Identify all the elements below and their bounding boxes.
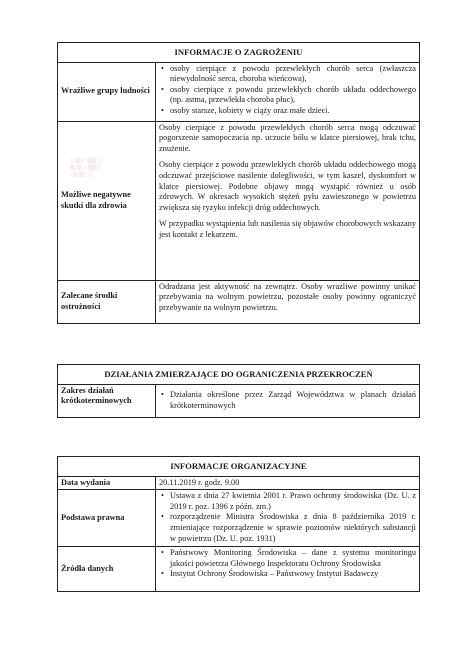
health-effects-paragraph: W przypadku wystąpienia lub nasilenia się objawów chorobowych wskazany jest kontakt z lekarzem. (159, 219, 416, 239)
short-term-scope-label: Zakres działań krótkoterminowych (58, 384, 156, 417)
data-sources-list (159, 548, 416, 580)
threat-section-title: INFORMACJE O ZAGROŻENIU (58, 43, 420, 63)
list-item: • rozporządzenie Ministra Środowiska z dnia 8 października 2019 r. zmieniające rozporządzenie w sprawie poziomów niektórych substancji w powietrzu (Dz. U. poz. 1931) (170, 512, 416, 544)
sensitive-groups-label: Wrażliwe grupy ludności (58, 62, 156, 121)
health-effects-label: Możliwe negatywne skutki dla zdrowia (58, 121, 156, 280)
list-item: • Ustawa z dnia 27 kwietnia 2001 r. Prawo ochrony środowiska (Dz. U. z 2019 r. poz. 1396 z późn. zm.) (170, 491, 416, 512)
list-item: • Działania określone przez Zarząd Województwa w planach działań krótkoterminowych (170, 390, 416, 411)
short-term-scope-row (58, 384, 420, 417)
faint-stamp-mark: ░ ▒░ ░▒▒ ░ ▒░▒ ░ ▒▒░ ░▒ ▒░ ░ (70, 158, 102, 178)
health-effects-paragraph: Osoby cierpiące z powodu przewlekłych chorób serca mogą odczuwać pogorszenie samopoczucia np. uczucie bólu w klatce piersiowej, brak tchu, znużenie. (159, 122, 416, 153)
list-item: • osoby cierpiące z powodu przewlekłych chorób serca (zwłaszcza niewydolność serca, choroba wieńcowa), (170, 64, 416, 85)
org-section-title: INFORMACJE ORGANIZACYJNE (58, 457, 420, 477)
actions-section-title: DZIAŁANIA ZMIERZAJĄCE DO OGRANICZENIA PRZEKROCZEŃ (58, 365, 420, 385)
issue-date-row (58, 476, 420, 490)
threat-info-table (57, 38, 420, 324)
list-item: • Instytut Ochrony Środowiska – Państwowy Instytut Badawczy (170, 569, 416, 580)
health-effects-paragraph: Osoby cierpiące z powodu przewlekłych chorób układu oddechowego mogą odczuwać przejściowe nasilenie dolegliwości, w tym kaszel, dyskomfort w klatce piersiowej. Podobne objawy mogą wystąpić również u osób zdrowych. W okresach wysokich stężeń pyłu zawieszonego w powietrzu zwiększa się ryzyko infekcji dróg oddechowych. (159, 160, 416, 212)
health-effects-row (58, 121, 420, 280)
issue-date-value: 20.11.2019 r. godz. 9.00 (156, 476, 420, 490)
list-item: • Państwowy Monitoring Środowiska – dane z systemu monitoringu jakości powietrza Głównego Inspektoratu Ochrony Środowiska (170, 548, 416, 569)
actions-table (57, 360, 420, 418)
organizational-info-table (57, 452, 420, 592)
legal-basis-label: Podstawa prawna (58, 490, 156, 547)
legal-basis-list (159, 491, 416, 544)
data-sources-row (58, 547, 420, 592)
precautions-text: Odradzana jest aktywność na zewnątrz. Osoby wrażliwe powinny unikać przebywania na wolnym powietrzu, pozostałe osoby powinny ograniczyć przebywanie na wolnym powietrzu. (156, 280, 420, 323)
precautions-row (58, 280, 420, 323)
precautions-label: Zalecane środki ostrożności (58, 280, 156, 323)
sensitive-groups-list (159, 64, 416, 117)
list-item: • osoby cierpiące z powodu przewlekłych chorób układu oddechowego (np. astma, przewlekła choroba płuc), (170, 85, 416, 106)
legal-basis-row (58, 490, 420, 547)
data-sources-label: Źródła danych (58, 547, 156, 592)
list-item: • osoby starsze, kobiety w ciąży oraz małe dzieci. (170, 106, 416, 117)
sensitive-groups-row (58, 62, 420, 121)
short-term-scope-list (159, 390, 416, 411)
issue-date-label: Data wydania (58, 476, 156, 490)
